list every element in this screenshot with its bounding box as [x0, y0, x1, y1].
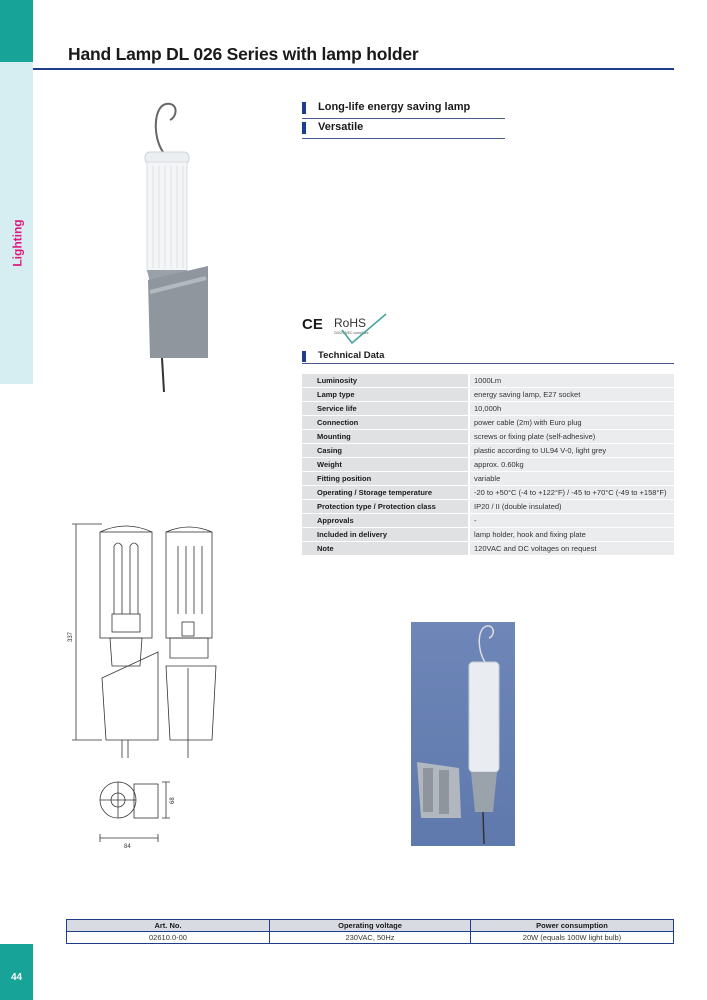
lamp-in-holder-illustration: [411, 622, 515, 846]
table-row: Included in delivery lamp holder, hook and fixing plate: [302, 528, 674, 542]
width-dimension: 84: [124, 844, 131, 850]
page-title: Hand Lamp DL 026 Series with lamp holder: [68, 44, 419, 64]
feature-item: Long-life energy saving lamp: [302, 100, 505, 119]
rohs-check-icon: [340, 312, 388, 346]
bullet-bar: [302, 102, 306, 114]
table-row: 02610.0-00 230VAC, 50Hz 20W (equals 100W light bulb): [67, 932, 674, 944]
section-label: Lighting: [10, 219, 25, 267]
table-row: Casing plastic according to UL94 V-0, light grey: [302, 444, 674, 458]
title-rule: [33, 68, 674, 70]
depth-dimension: 68: [170, 797, 176, 804]
height-dimension: 337: [68, 631, 74, 642]
table-row: Approvals -: [302, 514, 674, 528]
table-row: Lamp type energy saving lamp, E27 socket: [302, 388, 674, 402]
table-header-row: Art. No. Operating voltage Power consumption: [67, 920, 674, 932]
table-row: Mounting screws or fixing plate (self-adhesive): [302, 430, 674, 444]
table-row: Luminosity 1000Lm: [302, 374, 674, 388]
technical-data-heading: Technical Data: [302, 349, 674, 364]
technical-drawing: [62, 518, 232, 854]
table-row: Weight approx. 0.60kg: [302, 458, 674, 472]
product-photo: [128, 100, 220, 395]
hook-icon: [156, 104, 176, 152]
rohs-subtext: 2002/95/EC compliant: [334, 331, 369, 335]
application-photo: [411, 622, 515, 846]
bullet-bar: [302, 122, 306, 134]
table-row: Note 120VAC and DC voltages on request: [302, 542, 674, 556]
spec-table: [302, 374, 674, 556]
table-row: Protection type / Protection class IP20 / II (double insulated): [302, 500, 674, 514]
ce-logo: CE: [302, 316, 323, 333]
table-row: Connection power cable (2m) with Euro plug: [302, 416, 674, 430]
side-band-top: [0, 0, 33, 62]
page-number: 44: [10, 972, 23, 983]
table-row: Service life 10,000h: [302, 402, 674, 416]
rohs-logo: RoHS: [334, 316, 367, 330]
table-row: Operating / Storage temperature -20 to +50°C (-4 to +122°F) / -45 to +70°C (-49 to +158°F): [302, 486, 674, 500]
feature-item: Versatile: [302, 120, 505, 139]
order-table: [66, 919, 674, 944]
table-row: Fitting position variable: [302, 472, 674, 486]
bullet-bar: [302, 351, 306, 362]
